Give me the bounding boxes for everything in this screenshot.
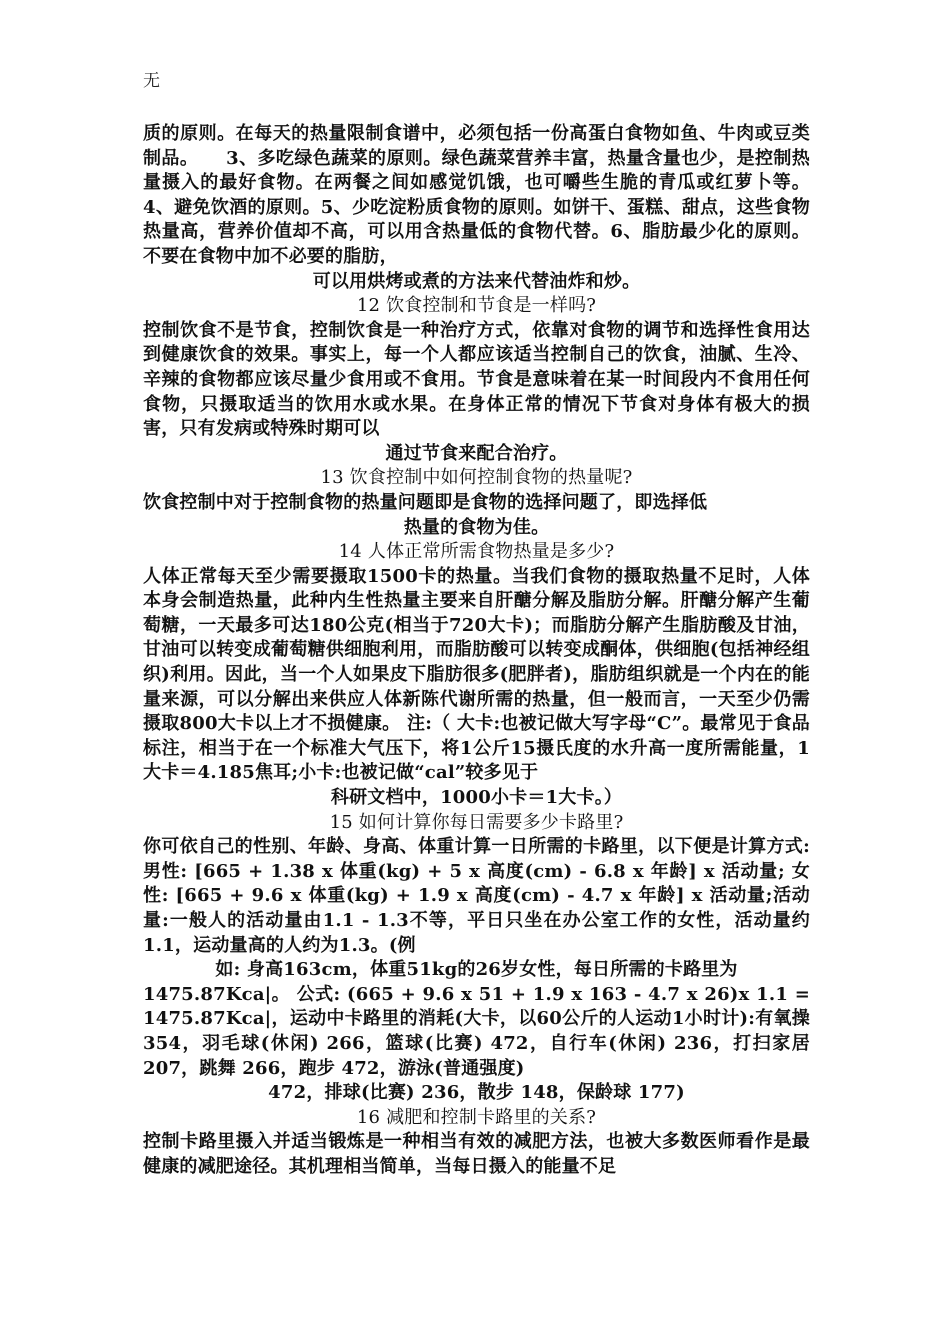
centered-line: 可以用烘烤或煮的方法来代替油炸和炒。 [312,270,641,292]
centered-line: 通过节食来配合治疗。 [385,442,568,464]
paragraph: 你可依自己的性别、年龄、身高、体重计算一日所需的卡路里，以下便是计算方式: 男性: [665 + 1.38 x 体重(kg) + 5 x 高度(cm) - 6.8 x 年龄] x 活动量; 女性: [665 + 9.6 x 体重(kg) + 1.9 x 高度(cm) - 4.7 x 年龄] x 活动量;活动量:一般人的活动量由1.1 - 1.3不等，平日只坐在办公室工作的女性，活动量约1.1，运动量高的人约为1.3。(例 [143,836,810,956]
centered-line: 科研文档中，1000小卡＝1大卡。） [330,787,623,809]
section-heading: 15 如何计算你每日需要多少卡路里? [329,811,624,833]
centered-line: 热量的食物为佳。 [403,516,550,538]
centered-line: 472，排球(比赛) 236，散步 148，保龄球 177) [268,1082,685,1104]
paragraph: 控制饮食不是节食，控制饮食是一种治疗方式，依靠对食物的调节和选择性食用达到健康饮食的效果。事实上，每一个人都应该适当控制自己的饮食，油腻、生冷、辛辣的食物都应该尽量少食用或不食用。节食是意味着在某一时间段内不食用任何食物，只摄取适当的饮用水或水果。在身体正常的情况下节食对身体有极大的损害，只有发病或特殊时期可以 [143,319,810,440]
paragraph: 质的原则。在每天的热量限制食谱中，必须包括一份高蛋白食物如鱼、牛肉或豆类制品。 3、多吃绿色蔬菜的原则。绿色蔬菜营养丰富，热量含量也少，是控制热量摄入的最好食物。在两餐之间如感觉饥饿，也可嚼些生脆的青瓜或红萝卜等。4、避免饮酒的原则。5、少吃淀粉质食物的原则。如饼干、蛋糕、甜点，这些食物热量高，营养价值却不高，可以用含热量低的食物代替。6、脂肪最少化的原则。不要在食物中加不必要的脂肪， [143,123,810,267]
section-heading: 14 人体正常所需食物热量是多少? [338,541,615,563]
section-heading: 16 减肥和控制卡路里的关系? [356,1106,597,1128]
paragraph: 饮食控制中对于控制食物的热量问题即是食物的选择问题了，即选择低 [143,491,708,513]
paragraph: 人体正常每天至少需要摄取1500卡的热量。当我们食物的摄取热量不足时，人体本身会制造热量，此种内生性热量主要来自肝醣分解及脂肪分解。肝醣分解产生葡萄糖，一天最多可达180公克(相当于720大卡)；而脂肪分解产生脂肪酸及甘油，甘油可以转变成葡萄糖供细胞利用，而脂肪酸可以转变成酮体，供细胞(包括神经组织)利用。因此，当一个人如果皮下脂肪很多(肥胖者)，脂肪组织就是一个内在的能量来源，可以分解出来供应人体新陈代谢所需的热量，但一般而言，一天至少仍需摄取800大卡以上才不损健康。 注:（ 大卡:也被记做大写字母“C”。最常见于食品标注，相当于在一个标准大气压下，将1公斤15摄氏度的水升高一度所需能量，1大卡＝4.185焦耳;小卡:也被记做“cal”较多见于 [143,565,810,784]
section-heading: 13 饮食控制中如何控制食物的热量呢? [320,467,633,489]
centered-line: 如: 身高163cm，体重51kg的26岁女性，每日所需的卡路里为 [215,959,738,981]
paragraph: 控制卡路里摄入并适当锻炼是一种相当有效的减肥方法，也被大多数医师看作是最健康的减肥途径。其机理相当简单，当每日摄入的能量不足 [143,1131,810,1177]
page-header: 无 [143,71,160,91]
paragraph: 1475.87Kca|。 公式: (665 + 9.6 x 51 + 1.9 x 163 - 4.7 x 26)x 1.1 = 1475.87Kca|，运动中卡路里的消耗(大卡，以60公斤的人运动1小时计):有氧操 354，羽毛球(休闲) 266，篮球(比赛) 472，自行车(休闲) 236，打扫家居 207，跳舞 266，跑步 472，游泳(普通强度) [143,983,810,1079]
section-heading: 12 饮食控制和节食是一样吗? [356,295,597,317]
document-body [143,122,810,1180]
